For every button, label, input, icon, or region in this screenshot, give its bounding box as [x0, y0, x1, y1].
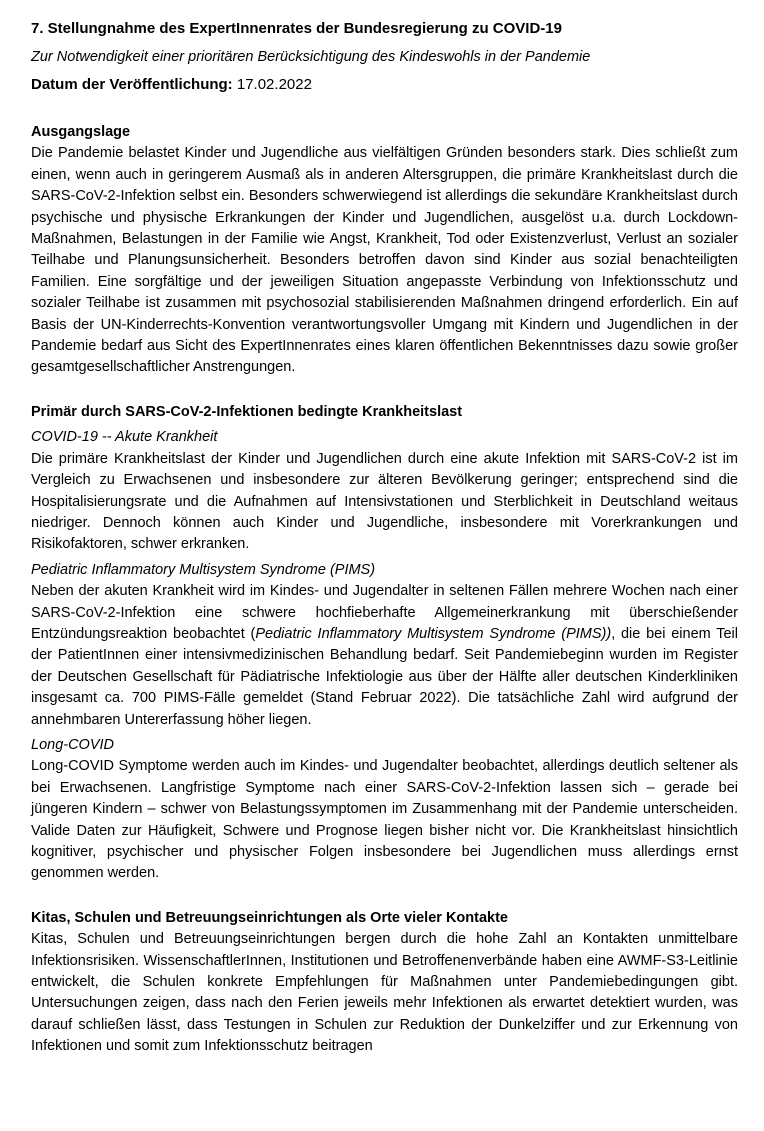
document-title: 7. Stellungnahme des ExpertInnenrates der Bundesregierung zu COVID-19 [31, 20, 562, 37]
publication-date-value: 17.02.2022 [236, 76, 312, 93]
publication-date [31, 74, 738, 96]
section-heading-primaer: Primär durch SARS-CoV-2-Infektionen bedingte Krankheitslast [31, 403, 463, 420]
subheading-akute-krankheit: COVID-19 -- Akute Krankheit [31, 429, 218, 446]
subheading-pims: Pediatric Inflammatory Multisystem Syndrome (PIMS) [31, 561, 376, 578]
subheading-long-covid: Long-COVID [31, 736, 115, 753]
document-subtitle: Zur Notwendigkeit einer prioritären Berücksichtigung des Kindeswohls in der Pandemie [31, 49, 591, 65]
paragraph-kitas: Kitas, Schulen und Betreuungseinrichtungen bergen durch die hohe Zahl an Kontakten unmittelbare Infektionsrisiken. WissenschaftlerInnen, Institutionen und Betroffenenverbände haben eine AWMF-S3-Leitlinie entwickelt, die Schulen konkrete Empfehlungen für Maßnahmen unter Pandemiebedingungen gibt. Untersuchungen zeigen, dass nach den Ferien jeweils mehr Infektionen als erwartet detektiert wurden, was darauf schließen lässt, dass Testungen in Schulen zur Reduktion der Dunkelziffer und zur Erkennung von Infektionen und somit zum Infektionsschutz beitragen [31, 931, 738, 1055]
paragraph-pims-part-a: Neben der akuten Krankheit wird im Kindes- und Jugendalter in seltenen Fällen mehrere Wochen nach einer SARS-CoV-2-Infektion eine schwere hochfieberhafte Allgemeinerkrankung mit überschießender Entzündungsreaktion beobachtet ( [31, 583, 738, 642]
paragraph-pims-italic: Pediatric Inflammatory Multisystem Syndrome (PIMS)) [255, 625, 612, 642]
paragraph-akute-krankheit: Die primäre Krankheitslast der Kinder und Jugendlichen durch eine akute Infektion mit SARS-CoV-2 ist im Vergleich zu Erwachsenen und insbesondere zur älteren Bevölkerung geringer; entsprechend sind die Hospitalisierungsrate und die Aufnahmen auf Intensivstationen und Sterblichkeit in Deutschland weitaus niedriger. Dennoch können auch Kinder und Jugendliche, insbesondere mit Vorerkrankungen und Risikofaktoren, schwer erkranken. [31, 450, 738, 553]
section-heading-ausgangslage: Ausgangslage [31, 124, 131, 140]
section-heading-kitas: Kitas, Schulen und Betreuungseinrichtungen als Orte vieler Kontakte [31, 909, 508, 926]
paragraph-pims-part-b: , die bei einem Teil der PatientInnen einer intensivmedizinischen Behandlung bedarf. Seit Pandemiebeginn wurden im Register der Deutschen Gesellschaft für Pädiatrische Infektiologie aus über der Hälfte aller deutschen Kinderkliniken insgesamt ca. 700 PIMS-Fälle gemeldet (Stand Februar 2022). Die tatsächliche Zahl wird aufgrund der annehmbaren Untererfassung höher liegen. [31, 625, 738, 728]
paragraph-ausgangslage: Die Pandemie belastet Kinder und Jugendliche aus vielfältigen Gründen besonders stark. Dies schließt zum einen, wenn auch in geringerem Ausmaß als in anderen Altersgruppen, die primäre Krankheitslast durch die SARS-CoV-2-Infektion selbst ein. Besonders schwerwiegend ist allerdings die sekundäre Krankheitslast durch psychische und physische Erkrankungen der Kinder und Jugendlichen, ausgelöst u.a. durch Lockdown-Maßnahmen, Belastungen in der Familie wie Angst, Krankheit, Tod oder Existenzverlust, Verlust an sozialer Teilhabe und Planungsunsicherheit. Besonders betroffen davon sind Kinder aus sozial benachteiligten Familien. Eine sorgfältige und der jeweiligen Situation angepasste Verbindung von Infektionsschutz und sozialer Teilhabe ist zusammen mit psychosozial stabilisierenden Maßnahmen dringend erforderlich. Ein auf Basis der UN-Kinderrechts-Konvention verantwortungsvoller Umgang mit Kindern und Jugendlichen in der Pandemie bedarf aus Sicht des ExpertInnenrates eines klaren öffentlichen Bekenntnisses dazu sowie großer gesamtgesellschaftlicher Anstrengungen. [31, 145, 738, 376]
paragraph-long-covid: Long-COVID Symptome werden auch im Kindes- und Jugendalter beobachtet, allerdings deutlich seltener als bei Erwachsenen. Langfristige Symptome nach einer SARS-CoV-2-Infektion lassen sich – gerade bei jüngeren Kindern – schwer von Belastungssymptomen im Zusammenhang mit der Pandemie unterscheiden. Valide Daten zur Häufigkeit, Schwere und Prognose liegen bisher nicht vor. Die Krankheitslast hinsichtlich kognitiver, psychischer und physischer Folgen insbesondere bei Jugendlichen muss allerdings ernst genommen werden. [31, 758, 738, 882]
paragraph-pims [31, 581, 738, 731]
publication-date-label: Datum der Veröffentlichung: [31, 76, 233, 93]
